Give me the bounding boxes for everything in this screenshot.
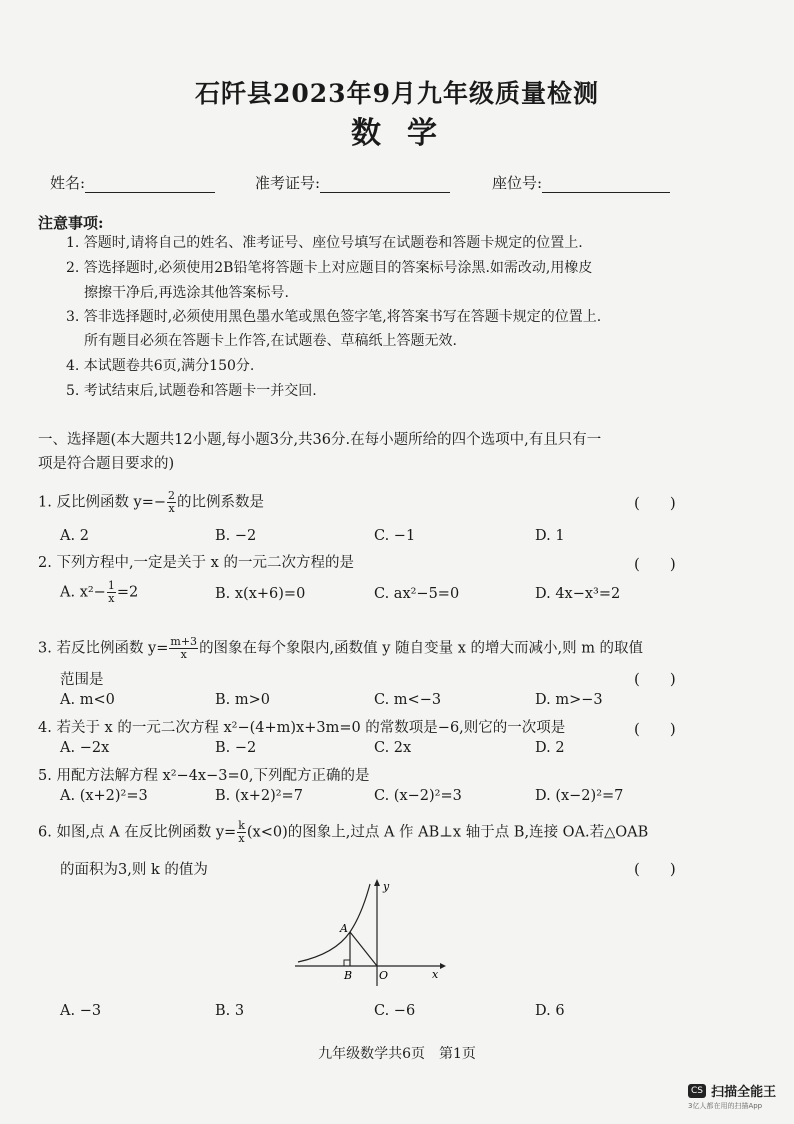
option-d: D. 2 [535, 740, 565, 756]
exam-id-label: 准考证号: [255, 174, 321, 192]
notice-item: 3. 答非选择题时,必须使用黑色墨水笔或黑色签字笔,将答案书写在答题卡规定的位置上. [66, 309, 602, 325]
name-field [50, 172, 215, 193]
option-d: D. (x−2)²=7 [535, 788, 624, 804]
label-o: O [379, 969, 389, 982]
question-4-stem: 4. 若关于 x 的一元二次方程 x²−(4+m)x+3m=0 的常数项是−6,则它的一次项是 [38, 720, 566, 736]
answer-paren: ( ) [634, 860, 676, 878]
option-d: D. 1 [535, 528, 565, 544]
option-c: C. −6 [374, 1003, 416, 1019]
candidate-fields [50, 172, 690, 196]
exam-id-field [255, 172, 450, 193]
x-axis-arrow [440, 963, 446, 969]
label-y: y [383, 880, 390, 893]
y-axis-arrow [374, 879, 380, 886]
segment-oa [350, 932, 377, 966]
answer-paren: ( ) [634, 720, 676, 738]
seat-blank [542, 178, 670, 193]
option-a: A. (x+2)²=3 [60, 788, 148, 804]
answer-paren: ( ) [634, 494, 676, 512]
option-c: C. −1 [374, 528, 416, 544]
label-x: x [432, 968, 439, 981]
option-a: A. m<0 [60, 692, 115, 708]
question-1-stem: 1. 反比例函数 y=− $\frac{2}{x}$ 的比例系数是 [38, 489, 265, 515]
option-b: B. −2 [215, 740, 257, 756]
name-blank [85, 178, 215, 193]
right-angle-mark [344, 960, 350, 966]
option-b: B. m>0 [215, 692, 270, 708]
notice-item: 所有题目必须在答题卡上作答,在试题卷、草稿纸上答题无效. [84, 333, 457, 349]
label-b: B [344, 969, 353, 982]
question-2-stem: 2. 下列方程中,一定是关于 x 的一元二次方程的是 [38, 555, 354, 571]
option-d: D. 4x−x³=2 [535, 586, 621, 602]
fraction: $\frac{m+3}{x}$ [170, 635, 198, 661]
scanner-watermark [688, 1080, 776, 1100]
scanner-tagline: 3亿人都在用的扫描App [688, 1102, 763, 1110]
option-a: A. x²− $\frac{1}{x}$ =2 [60, 579, 139, 605]
option-d: D. 6 [535, 1003, 565, 1019]
notice-item: 5. 考试结束后,试题卷和答题卡一并交回. [66, 383, 317, 399]
exam-title: 石阡县2023年9月九年级质量检测 [195, 79, 599, 108]
question-3-stem: 3. 若反比例函数 y= $\frac{m+3}{x}$ 的图象在每个象限内,函数值 y 随自变量 x 的增大而减小,则 m 的取值 [38, 635, 644, 661]
fraction: $\frac{k}{x}$ [238, 819, 245, 845]
scanner-logo-icon: CS [688, 1084, 706, 1098]
question-6-stem-cont: 的面积为3,则 k 的值为 [60, 862, 208, 878]
exam-id-blank [320, 178, 450, 193]
question-6-figure [290, 874, 450, 989]
notice-item: 2. 答选择题时,必须使用2B铅笔将答题卡上对应题目的答案标号涂黑.如需改动,用橡皮 [66, 260, 593, 276]
page-footer: 九年级数学共6页 第1页 [318, 1046, 476, 1062]
label-a: A [340, 922, 348, 935]
notice-heading: 注意事项: [38, 214, 104, 232]
option-a: A. 2 [60, 528, 89, 544]
option-a: A. −3 [60, 1003, 102, 1019]
section-line-1: 一、选择题(本大题共12小题,每小题3分,共36分.在每小题所给的四个选项中,有且只有一 [38, 432, 602, 448]
answer-paren: ( ) [634, 670, 676, 688]
section-heading [38, 428, 738, 476]
option-c: C. (x−2)²=3 [374, 788, 462, 804]
question-5-stem: 5. 用配方法解方程 x²−4x−3=0,下列配方正确的是 [38, 768, 370, 784]
option-d: D. m>−3 [535, 692, 603, 708]
question-3-stem-cont: 范围是 [60, 672, 104, 688]
option-b: B. x(x+6)=0 [215, 586, 306, 602]
option-b: B. 3 [215, 1003, 245, 1019]
name-label: 姓名: [50, 174, 86, 192]
section-line-2: 项是符合题目要求的) [38, 456, 175, 472]
scanner-app-name: 扫描全能王 [711, 1085, 777, 1100]
option-c: C. ax²−5=0 [374, 586, 460, 602]
fraction: $\frac{1}{x}$ [107, 579, 115, 605]
answer-paren: ( ) [634, 555, 676, 573]
seat-field [492, 172, 670, 193]
option-b: B. −2 [215, 528, 257, 544]
notice-item: 擦擦干净后,再选涂其他答案标号. [84, 285, 289, 301]
fraction: $\frac{2}{x}$ [168, 489, 176, 515]
option-b: B. (x+2)²=7 [215, 788, 303, 804]
subject-title: 数学 [351, 116, 463, 151]
option-c: C. 2x [374, 740, 412, 756]
seat-label: 座位号: [492, 174, 543, 192]
notice-item: 4. 本试题卷共6页,满分150分. [66, 358, 255, 374]
notice-item: 1. 答题时,请将自己的姓名、准考证号、座位号填写在试题卷和答题卡规定的位置上. [66, 235, 583, 251]
option-a: A. −2x [60, 740, 110, 756]
hyperbola-curve [298, 884, 370, 962]
option-c: C. m<−3 [374, 692, 442, 708]
question-6-stem: 6. 如图,点 A 在反比例函数 y= $\frac{k}{x}$ (x<0)的图象上,过点 A 作 AB⊥x 轴于点 B,连接 OA.若△OAB [38, 819, 649, 845]
